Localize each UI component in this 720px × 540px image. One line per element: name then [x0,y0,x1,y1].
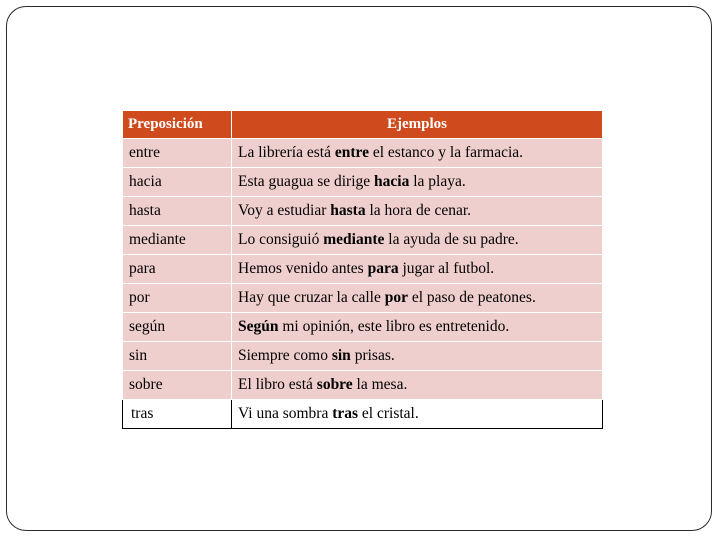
example-pre-text: Voy a estudiar [238,202,331,219]
example-post-text: la mesa. [352,376,408,393]
preposition-cell: tras [123,400,232,429]
preposition-cell: entre [123,139,232,168]
preposition-cell: sobre [123,371,232,400]
example-pre-text: Siempre como [238,347,332,364]
example-highlight: sobre [316,376,353,393]
table-header-row [123,111,603,139]
example-cell [232,313,603,342]
example-pre-text: Lo consiguió [238,231,324,248]
table-row [123,255,603,284]
example-cell [232,400,603,429]
table-row [123,371,603,400]
header-preposicion: Preposición [123,111,232,139]
example-post-text: mi opinión, este libro es entretenido. [278,318,510,335]
example-highlight: mediante [323,231,385,248]
example-highlight: hasta [330,202,366,219]
table-row [123,284,603,313]
preposition-cell: hacia [123,168,232,197]
example-pre-text: Hay que cruzar la calle [238,289,385,306]
example-post-text: el paso de peatones. [407,289,536,306]
example-highlight: por [384,289,408,306]
example-cell [232,284,603,313]
example-highlight: para [367,260,399,277]
preposition-cell: hasta [123,197,232,226]
example-post-text: prisas. [350,347,395,364]
example-pre-text: Vi una sombra [238,405,333,422]
example-highlight: sin [331,347,351,364]
table-row [123,139,603,168]
header-ejemplos: Ejemplos [232,111,603,139]
table-row [123,342,603,371]
example-cell [232,139,603,168]
example-post-text: el estanco y la farmacia. [368,144,524,161]
example-pre-text: La librería está [238,144,335,161]
example-post-text: la hora de cenar. [365,202,472,219]
example-post-text: la playa. [409,173,466,190]
table-row [123,400,603,429]
example-cell [232,197,603,226]
example-pre-text: Esta guagua se dirige [238,173,375,190]
table-row [123,168,603,197]
example-cell [232,255,603,284]
table-row [123,226,603,255]
example-post-text: la ayuda de su padre. [384,231,519,248]
preposition-cell: según [123,313,232,342]
prepositions-table [122,110,603,429]
preposition-cell: para [123,255,232,284]
example-cell [232,342,603,371]
example-cell [232,226,603,255]
example-highlight: entre [334,144,369,161]
example-highlight: tras [332,405,359,422]
preposition-cell: mediante [123,226,232,255]
example-highlight: Según [238,318,279,335]
preposition-cell: por [123,284,232,313]
example-post-text: jugar al futbol. [398,260,495,277]
example-post-text: el cristal. [358,405,419,422]
example-cell [232,371,603,400]
example-highlight: hacia [374,173,410,190]
example-pre-text: Hemos venido antes [238,260,368,277]
table-row [123,313,603,342]
example-cell [232,168,603,197]
preposition-cell: sin [123,342,232,371]
table-row [123,197,603,226]
example-pre-text: El libro está [238,376,317,393]
